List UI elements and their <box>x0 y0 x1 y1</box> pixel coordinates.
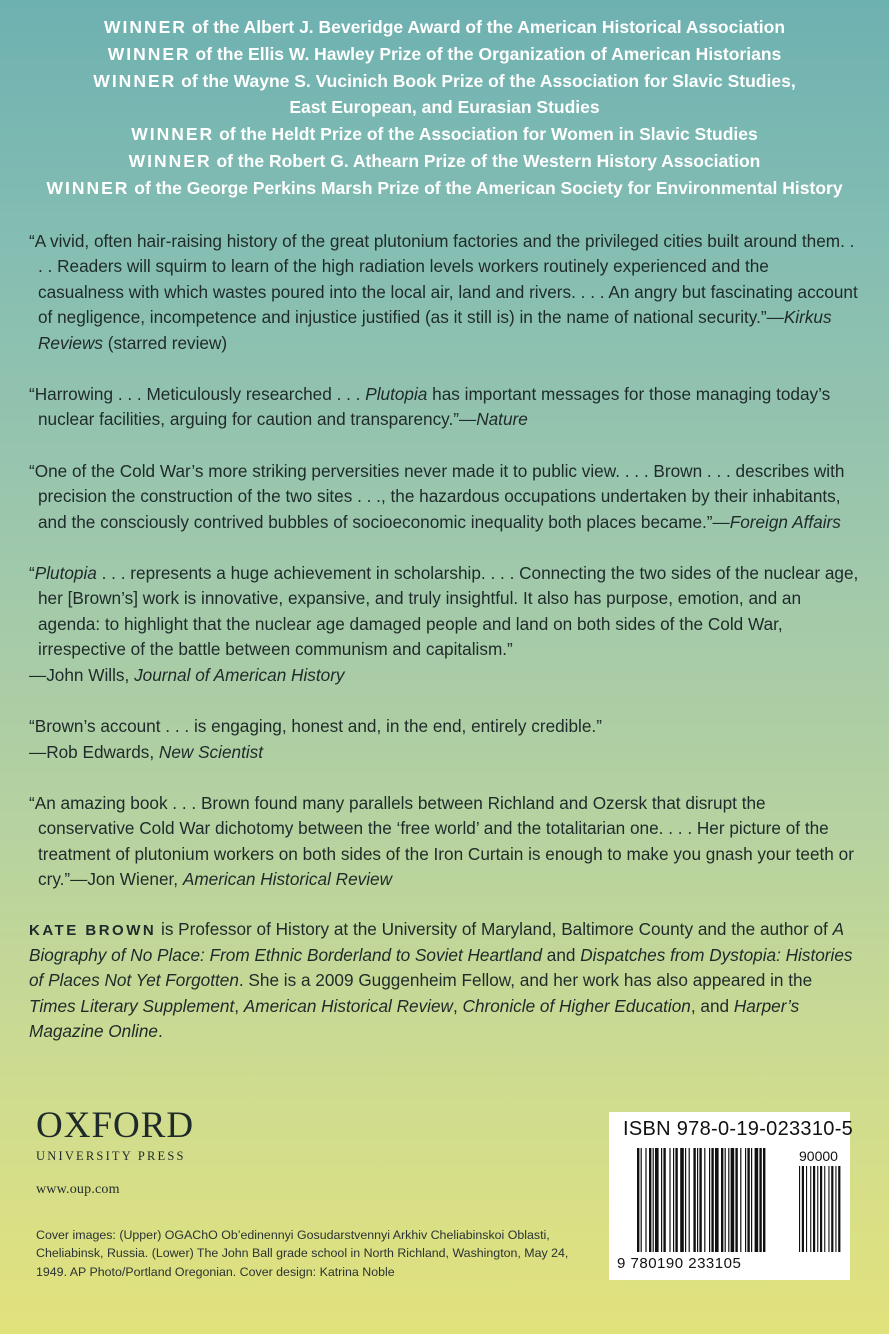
quote-source: Kirkus Reviews <box>38 307 832 353</box>
award-text: of the Heldt Prize of the Association for Women in Slavic Studies <box>214 124 758 145</box>
quote-text: “Harrowing . . . Meticulously researched . . . Plutopia has important messages for those managing today’s nuclear facilities, arguing for caution and transparency.”—Nature <box>29 384 831 430</box>
award-text: of the Albert J. Beveridge Award of the American Historical Association <box>186 17 786 37</box>
barcode-digits: 9 780190 233105 <box>617 1255 742 1272</box>
publisher-name: OXFORD <box>36 1105 195 1146</box>
review-quote <box>29 229 859 356</box>
isbn-number: ISBN 978-0-19-023310-5 <box>623 1118 854 1140</box>
award-text: of the Ellis W. Hawley Prize of the Organization of American Historians <box>190 43 782 64</box>
award-text: of the George Perkins Marsh Prize of the American Society for Environmental History <box>129 177 843 198</box>
quote-text: “Brown’s account . . . is engaging, honest and, in the end, entirely credible.” <box>29 716 602 737</box>
award-text: of the Wayne S. Vucinich Book Prize of the Association for Slavic Studies, <box>176 70 796 91</box>
cover-credits: Cover images: (Upper) OGAChO Ob’edinennyi Gosudarstvennyi Arkhiv Cheliabinskoi Oblasti, Cheliabinsk, Russia. (Lower) The John Ball grade school in North Richland, Washington, May 24, 1949. AP Photo/Portland Oregonian. Cover design: Katrina Noble <box>36 1228 569 1279</box>
publisher-logo <box>36 1106 194 1198</box>
award-line <box>0 68 889 95</box>
award-winner-label: WINNER <box>131 124 215 145</box>
quote-source: Foreign Affairs <box>729 511 841 532</box>
award-line <box>0 94 889 121</box>
award-line <box>0 175 889 202</box>
quote-text: “One of the Cold War’s more striking perversities never made it to public view. . . . Brown . . . describes with precision the construction of the two sites . . ., the hazardous occupations undertaken by their inhabitants, and the consciously contrived bubbles of socioeconomic inequality both places became.”—Foreign Affairs <box>29 460 845 532</box>
award-winner-label: WINNER <box>46 177 130 198</box>
quote-attribution: —John Wills, Journal of American History <box>29 664 345 685</box>
awards-list <box>0 14 889 202</box>
review-quote <box>29 791 859 893</box>
publisher-url: www.oup.com <box>36 1182 120 1197</box>
award-line <box>0 41 889 68</box>
award-text: of the Robert G. Athearn Prize of the Western History Association <box>211 150 761 171</box>
award-winner-label: WINNER <box>103 17 187 37</box>
review-quote <box>29 382 859 433</box>
award-line <box>0 121 889 148</box>
review-quote <box>29 561 859 688</box>
author-name: KATE BROWN <box>29 921 157 939</box>
review-quotes <box>29 229 859 1045</box>
award-winner-label: WINNER <box>107 43 191 64</box>
quote-text: “Plutopia . . . represents a huge achievement in scholarship. . . . Connecting the two sides of the nuclear age, her [Brown’s] work is innovative, expansive, and truly insightful. It also has purpose, emotion, and an agenda: to highlight that the nuclear age damaged people and land on both sides of the Cold War, irrespective of the battle between communism and capitalism.” <box>29 563 859 660</box>
publisher-subtitle: UNIVERSITY PRESS <box>36 1149 186 1163</box>
award-winner-label: WINNER <box>93 70 177 91</box>
review-quote <box>29 714 859 765</box>
quote-attribution: —Rob Edwards, New Scientist <box>29 741 264 762</box>
isbn-barcode <box>609 1112 854 1280</box>
author-bio: KATE BROWN is Professor of History at the University of Maryland, Baltimore County and the author of A Biography of No Place: From Ethnic Borderland to Soviet Heartland and Dispatches from Dystopia: Histories of Places Not Yet Forgotten. She is a 2009 Guggenheim Fellow, and her work has also appeared in the Times Literary Supplement, American Historical Review, Chronicle of Higher Education, and Harper’s Magazine Online. <box>29 918 853 1042</box>
barcode-price-digits: 90000 <box>799 1148 838 1164</box>
award-line <box>0 14 889 41</box>
review-quote <box>29 459 859 535</box>
award-text: East European, and Eurasian Studies <box>289 97 600 118</box>
quote-text: “A vivid, often hair-raising history of the great plutonium factories and the privileged cities built around them. . . . Readers will squirm to learn of the high radiation levels workers routinely experienced and the casualness with which wastes poured into the local air, land and rivers. . . . An angry but fascinating account of negligence, incompetence and injustice justified (as it still is) in the name of national security.”—Kirkus Reviews (starred review) <box>29 231 858 353</box>
quote-source: American Historical Review <box>182 869 393 890</box>
award-line <box>0 148 889 175</box>
quote-source: Nature <box>476 409 528 430</box>
award-winner-label: WINNER <box>128 150 212 171</box>
quote-text: “An amazing book . . . Brown found many parallels between Richland and Ozersk that disrupt the conservative Cold War dichotomy between the ‘free world’ and the totalitarian one. . . . Her picture of the treatment of plutonium workers on both sides of the Iron Curtain is enough to make you gnash your teeth or cry.”—Jon Wiener, American Historical Review <box>29 792 854 890</box>
